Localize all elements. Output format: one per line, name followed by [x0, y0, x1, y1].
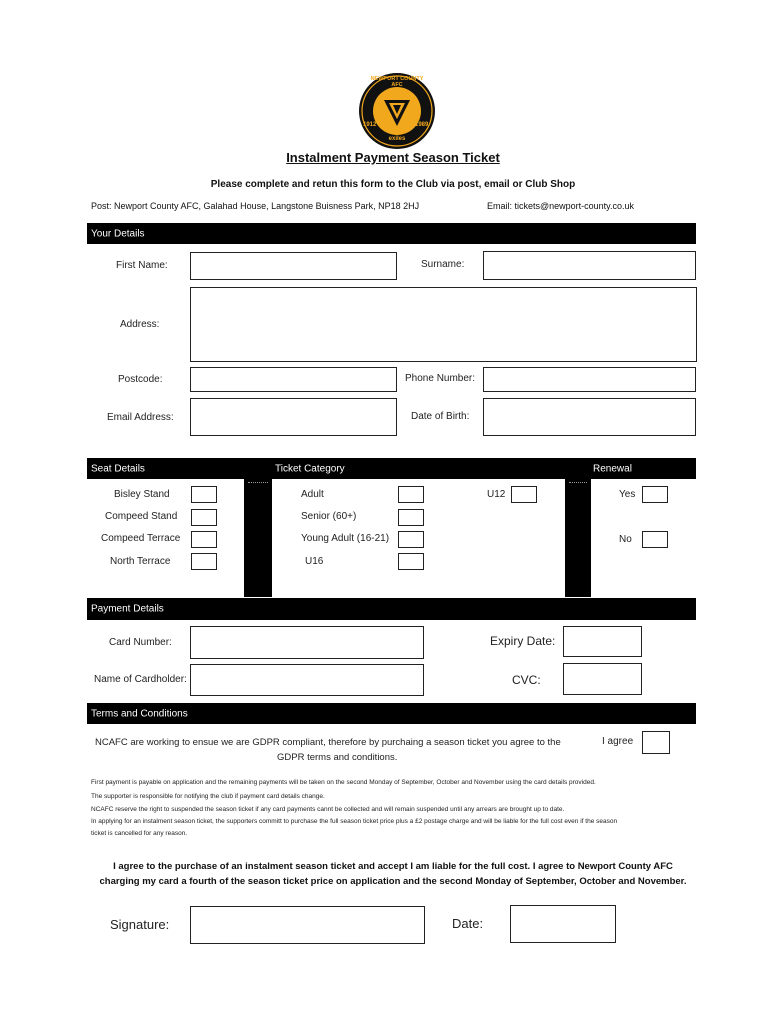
postcode-label: Postcode: — [118, 374, 163, 385]
phone-label: Phone Number: — [405, 373, 476, 384]
terms-small-line-3: NCAFC reserve the right to suspended the season ticket if any card payments cannt be collected and will remain suspended until any arrears are brought up to date. — [91, 806, 565, 813]
seat-details-header — [87, 458, 696, 479]
your-details-header — [87, 223, 696, 244]
date-field[interactable] — [510, 905, 616, 943]
terms-small-line-5: ticket is cancelled for any reason. — [91, 830, 188, 837]
payment-header-text: Payment Details — [91, 603, 164, 615]
agree-checkbox[interactable] — [642, 731, 670, 754]
surname-label: Surname: — [421, 259, 465, 270]
seat-separator-left — [244, 479, 272, 597]
seat-dotted-line-1 — [248, 482, 268, 483]
stand-compeed-terrace-label: Compeed Terrace — [101, 533, 181, 544]
email-contact: Email: tickets@newport-county.co.uk — [487, 201, 635, 211]
declaration-line-1: I agree to the purchase of an instalment season ticket and accept I am liable for the full cost. I agree to Newport County AFC — [113, 861, 673, 872]
terms-header-text: Terms and Conditions — [91, 708, 188, 719]
seat-dotted-line-2 — [569, 482, 587, 483]
payment-details-header — [87, 598, 696, 620]
stand-north-terrace-checkbox[interactable] — [191, 553, 217, 570]
logo-left-year: 1912 — [363, 122, 377, 128]
terms-header — [87, 703, 696, 724]
stand-bisley-label: Bisley Stand — [114, 489, 170, 500]
category-young-adult-checkbox[interactable] — [398, 531, 424, 548]
agree-label: I agree — [602, 736, 634, 747]
club-logo — [358, 72, 436, 150]
card-number-label: Card Number: — [109, 637, 172, 648]
category-u16-label: U16 — [305, 556, 324, 567]
category-u12-checkbox[interactable] — [511, 486, 537, 503]
your-details-header-text: Your Details — [91, 228, 145, 239]
cardholder-field[interactable] — [190, 664, 424, 696]
category-header-text: Ticket Category — [275, 463, 345, 474]
surname-field[interactable] — [483, 251, 696, 280]
date-label: Date: — [452, 916, 484, 931]
logo-right-year: 1989 — [415, 122, 429, 128]
subtitle: Please complete and retun this form to the Club via post, email or Club Shop — [210, 179, 576, 190]
renewal-yes-checkbox[interactable] — [642, 486, 668, 503]
renewal-no-checkbox[interactable] — [642, 531, 668, 548]
stand-compeed-label: Compeed Stand — [105, 511, 178, 522]
renewal-yes-label: Yes — [619, 489, 636, 500]
dob-field[interactable] — [483, 398, 696, 436]
terms-small-line-1: First payment is payable on application and the remaining payments will be taken on the second Monday of September, October and November using the card details provided. — [91, 779, 596, 786]
terms-small-line-4: In applying for an instalment season ticket, the supporters committ to purchase the full season ticket price plus a £2 postage charge and will be liable for the full cost even if the season — [91, 818, 618, 825]
postcode-field[interactable] — [190, 367, 397, 392]
email-field[interactable] — [190, 398, 397, 436]
page-title: Instalment Payment Season Ticket — [286, 150, 500, 165]
signature-field[interactable] — [190, 906, 425, 944]
post-address: Post: Newport County AFC, Galahad House, Langstone Buisness Park, NP18 2HJ — [91, 201, 420, 211]
signature-label: Signature: — [110, 917, 170, 932]
seat-header-text: Seat Details — [91, 463, 145, 474]
category-senior-label: Senior (60+) — [301, 511, 357, 522]
terms-small-line-2: The supporter is responsible for notifying the club if payment card details change. — [91, 793, 325, 800]
first-name-label: First Name: — [116, 260, 168, 271]
cvc-label: CVC: — [512, 673, 541, 687]
seat-separator-right — [565, 479, 591, 597]
cardholder-label: Name of Cardholder: — [94, 674, 187, 685]
gdpr-text-line-1: NCAFC are working to ensue we are GDPR compliant, therefore by purchaing a season ticket you agree to the — [95, 737, 561, 748]
logo-bottom-text: exiles — [388, 136, 406, 142]
expiry-label: Expiry Date: — [490, 634, 556, 648]
declaration-line-2: charging my card a fourth of the season ticket price on application and the second Monday of September, October and November. — [99, 876, 687, 887]
dob-label: Date of Birth: — [411, 411, 470, 422]
expiry-field[interactable] — [563, 626, 642, 657]
category-young-adult-label: Young Adult (16-21) — [301, 533, 390, 544]
stand-compeed-checkbox[interactable] — [191, 509, 217, 526]
stand-bisley-checkbox[interactable] — [191, 486, 217, 503]
stand-compeed-terrace-checkbox[interactable] — [191, 531, 217, 548]
cvc-field[interactable] — [563, 663, 642, 695]
email-label: Email Address: — [107, 412, 174, 423]
phone-field[interactable] — [483, 367, 696, 392]
card-number-field[interactable] — [190, 626, 424, 659]
renewal-header-text: Renewal — [593, 463, 632, 474]
category-senior-checkbox[interactable] — [398, 509, 424, 526]
category-u12-label: U12 — [487, 489, 506, 500]
gdpr-text-line-2: GDPR terms and conditions. — [277, 752, 398, 763]
category-adult-label: Adult — [301, 489, 324, 500]
renewal-no-label: No — [619, 534, 632, 545]
address-field[interactable] — [190, 287, 697, 362]
address-label: Address: — [120, 319, 160, 330]
category-adult-checkbox[interactable] — [398, 486, 424, 503]
first-name-field[interactable] — [190, 252, 397, 280]
stand-north-terrace-label: North Terrace — [110, 556, 171, 567]
logo-top-text: NEWPORT COUNTY AFC — [370, 76, 424, 88]
category-u16-checkbox[interactable] — [398, 553, 424, 570]
